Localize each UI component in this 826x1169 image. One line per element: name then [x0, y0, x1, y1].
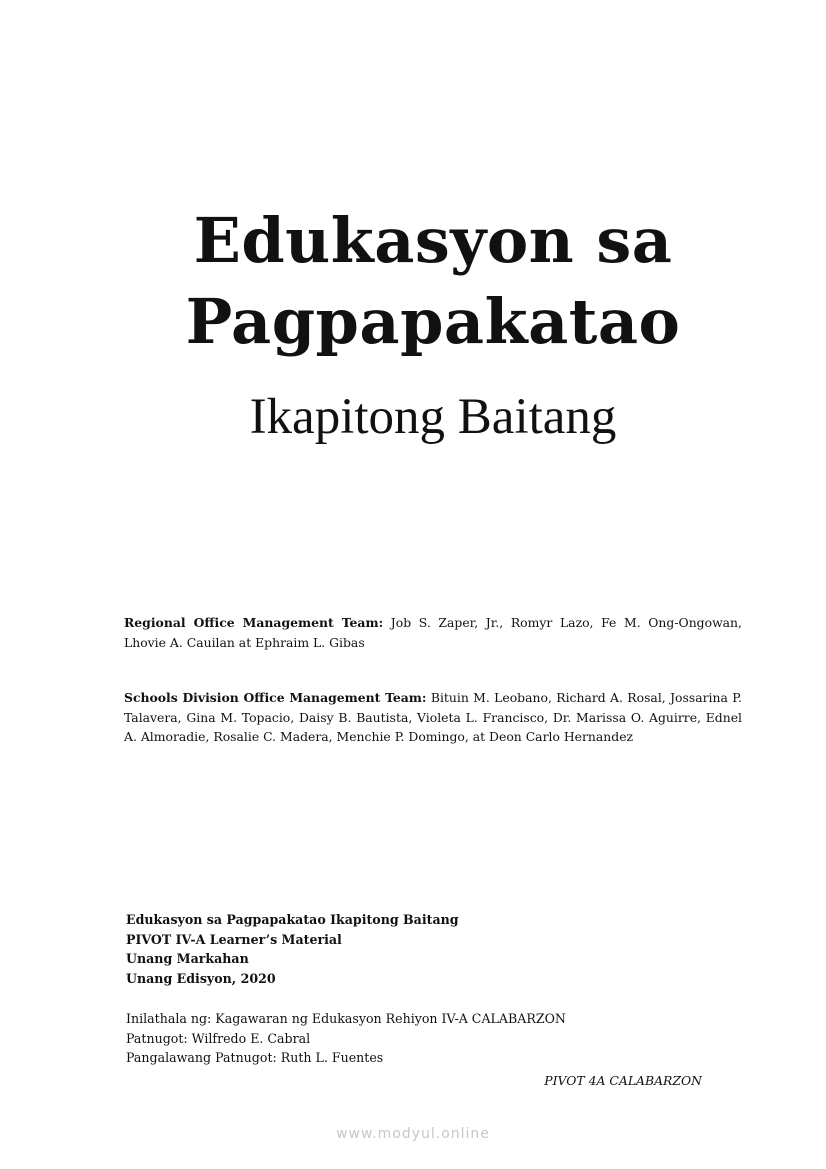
division-team-members: Bituin M. Leobano, Richard A. Rosal, Jossarina P. Talavera, Gina M. Topacio, Daisy B. Bautista, Violeta L. Francisco, Dr. Marissa O. Aguirre, Ednel A. Almoradie, Rosalie C. Madera, Menchie P. Domingo, at Deon Carlo Hernandez: [124, 690, 742, 744]
credits-assistant-editor: Pangalawang Patnugot: Ruth L. Fuentes: [126, 1050, 384, 1065]
division-team-label: Schools Division Office Management Team:: [124, 690, 427, 705]
document-title-line-1: Edukasyon sa: [193, 204, 673, 277]
publication-info: [126, 910, 459, 988]
credits-editor: Patnugot: Wilfredo E. Cabral: [126, 1030, 311, 1046]
regional-team-members: Job S. Zaper, Jr., Romyr Lazo, Fe M. Ong-Ongowan, Lhovie A. Cauilan at Ephraim L. Gibas: [124, 615, 742, 650]
publication-quarter: Unang Markahan: [126, 951, 249, 966]
document-title-line-2: Pagpapakatao: [185, 285, 681, 358]
regional-team-label: Regional Office Management Team:: [124, 615, 384, 630]
document-subtitle: Ikapitong Baitang: [249, 389, 617, 445]
publication-title: Edukasyon sa Pagpapakatao Ikapitong Baitang: [126, 912, 459, 927]
division-team-paragraph: [124, 688, 742, 747]
footer-tag: PIVOT 4A CALABARZON: [544, 1073, 702, 1088]
publication-edition: Unang Edisyon, 2020: [126, 970, 276, 986]
publication-material: PIVOT IV-A Learner’s Material: [126, 931, 342, 947]
credits-publisher: Inilathala ng: Kagawaran ng Edukasyon Rehiyon IV-A CALABARZON: [126, 1011, 566, 1026]
regional-team-paragraph: [124, 613, 742, 652]
watermark-text: www.modyul.online: [336, 1126, 490, 1142]
credits-block: [126, 1009, 566, 1068]
